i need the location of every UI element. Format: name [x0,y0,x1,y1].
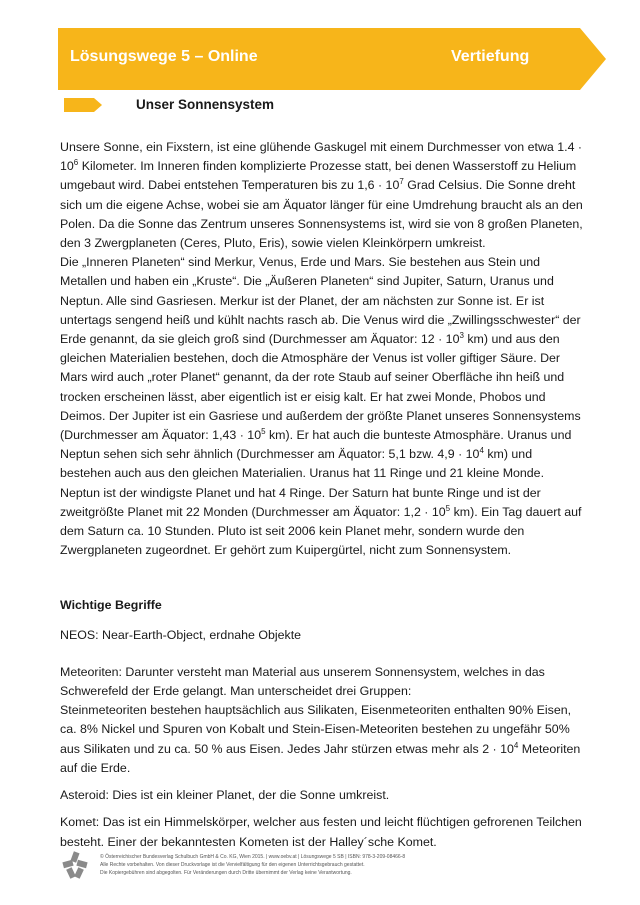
footer-line-1: © Österreichischer Bundesverlag Schulbuch GmbH & Co. KG, Wien 2015. | www.oebv.at | Lösungswege 5 SB | ISBN: 978-3-209-08466-8 [100,854,406,860]
paragraph-planets: Die „Inneren Planeten“ sind Merkur, Venus, Erde und Mars. Sie bestehen aus Stein und Metallen und haben ein „Kruste“. Die „Äußeren Planeten“ sind Jupiter, Saturn, Uranus und Neptun. Alle sind Gasriesen. Merkur ist der Planet, der am nächsten zur Sonne ist. Er ist untertags sengend heiß und kühlt nachts rasch ab. Die Venus wird die „Zwillingsschwester“ der Erde genannt, da sie gleich groß sind (Durchmesser am Äquator: $12 \cdot 10^3$ km) und aus den gleichen Materialien bestehen, doch die Atmosphäre der Venus ist voller giftiger Säure. Der Mars wird auch „roter Planet“ genannt, da der rote Staub auf seiner Oberfläche ihn heiß und trocken erscheinen lässt, aber eigentlich ist er eisig kalt. Er hat zwei Monde, Phobos und Deimos. Der Jupiter ist ein Gasriese und außerdem der größte Planet unseres Sonnensystems (Durchmesser am Äquator: $1,43 \cdot 10^5$ km). Er hat auch die bunteste Atmosphäre. Uranus und Neptun sehen sich sehr ähnlich (Durchmesser am Äquator: 5,1 bzw. $4,9 \cdot 10^4$ km) und bestehen auch aus den gleichen Materialien. Uranus hat 11 Ringe und 21 kleine Monde. Neptun ist der windigste Planet und hat 4 Ringe. Der Saturn hat bunte Ringe und ist der zweitgrößte Planet mit 22 Monden (Durchmesser am Äquator: $1,2 \cdot 10^5$ km). Ein Tag dauert auf dem Saturn ca. 10 Stunden. Pluto ist seit 2006 kein Planet mehr, sondern wurde den Zwergplaneten zugeordnet. Er gehört zum Kuipergürtel, nicht zum Sonnensystem. [60,255,582,558]
term-meteoriten-detail: Steinmeteoriten bestehen hauptsächlich aus Silikaten, Eisenmeteoriten enthalten 90% Eisen, ca. 8% Nickel und Spuren von Kobalt und Stein-Eisen-Meteoriten bestehen zu ungefähr 50% aus Silikaten und zu ca. 50 % aus Eisen. Jedes Jahr stürzen etwas mehr als $2 \cdot 10^4$ Meteoriten auf die Erde. [60,703,581,775]
header-category: Vertiefung [451,48,530,65]
term-meteoriten-intro: Meteoriten: Darunter versteht man Material aus unserem Sonnensystem, welches in das Schwerefeld der Erde gelangt. Man unterscheidet drei Gruppen: [60,664,545,699]
section-marker-arrow [64,98,102,112]
footer-copyright [100,853,620,877]
footer-line-3: Die Kopiergebühren sind abgegolten. Für Veränderungen durch Dritte übernimmt der Verlag keine Verantwortung. [100,870,352,876]
header-title: Lösungswege 5 – Online [70,48,258,65]
footer-line-2: Alle Rechte vorbehalten. Von dieser Druckvorlage ist die Vervielfältigung für den eigenen Unterrichtsgebrauch gestattet. [100,862,365,868]
header-banner [58,28,606,90]
term-asteroid: Asteroid: Dies ist ein kleiner Planet, der die Sonne umkreist. [60,788,390,803]
term-neos: NEOS: Near-Earth-Object, erdnahe Objekte [60,627,302,642]
terms-heading: Wichtige Begriffe [60,598,162,613]
paragraph-sun: Unsere Sonne, ein Fixstern, ist eine glühende Gaskugel mit einem Durchmesser von etwa $1.4 \cdot 10^6$ Kilometer. Im Inneren finden komplizierte Prozesse statt, bei denen Wasserstoff zu Helium umgebaut wird. Dabei entstehen Temperaturen bis zu $1,6 \cdot 10^7$ Grad Celsius. Die Sonne dreht sich um die eigene Achse, wobei sie am Äquator länger für eine Umdrehung braucht als an den Polen. Da die Sonne das Zentrum unseres Sonnensystems ist, wird sie von 8 großen Planeten, den 3 Zwergplaneten (Ceres, Pluto, Eris), sowie vielen Kleinkörpern umkreist. [60,140,583,251]
section-title: Unser Sonnensystem [136,97,275,112]
term-komet: Komet: Das ist ein Himmelskörper, welcher aus festen und leicht flüchtigen gefrorenen Teilchen besteht. Einer der bekanntesten Kometen ist der Halley´sche Komet. [60,815,582,849]
publisher-logo-icon [60,850,90,880]
document-body [60,138,584,852]
